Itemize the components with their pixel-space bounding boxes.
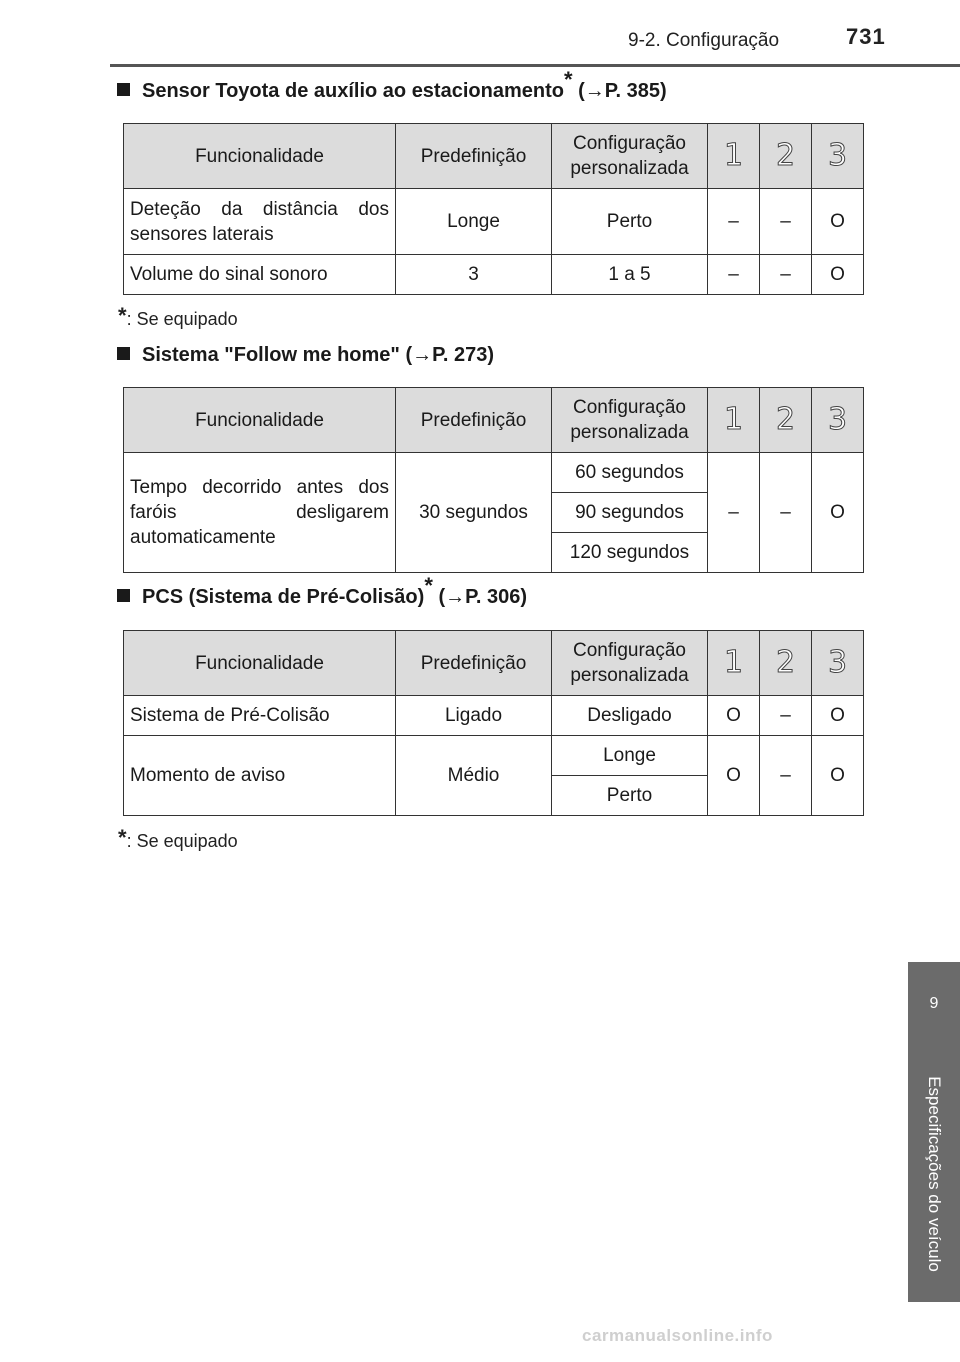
cell-method-2: – [760, 736, 812, 816]
asterisk-mark: * [563, 67, 573, 93]
square-bullet-icon [117, 589, 130, 602]
table-header-row [124, 631, 864, 696]
cell-method-1: O [708, 736, 760, 816]
col-header-default: Predefinição [396, 388, 552, 453]
cell-custom: Desligado [552, 696, 708, 736]
method-2-icon: 2 [775, 644, 796, 680]
heading-text: PCS (Sistema de Pré-Colisão) [142, 586, 425, 608]
col-header-default: Predefinição [396, 124, 552, 189]
cell-method-2: – [760, 696, 812, 736]
page-reference-link[interactable]: (→P. 273) [405, 344, 495, 366]
method-1-icon: 1 [723, 137, 744, 173]
square-bullet-icon [117, 347, 130, 360]
section-heading-follow-me-home [117, 344, 494, 367]
method-2-icon: 2 [775, 137, 796, 173]
footnote-text: : Se equipado [126, 831, 238, 851]
col-header-2 [760, 388, 812, 453]
col-header-custom: Configuração personalizada [552, 631, 708, 696]
heading-text: Sistema "Follow me home" [142, 344, 400, 366]
chapter-title: Especificações do veículo [925, 1076, 944, 1272]
pcs-table [123, 630, 864, 816]
col-header-3 [812, 631, 864, 696]
page-reference-link[interactable]: (→P. 385) [578, 80, 667, 102]
cell-method-3: O [812, 255, 864, 295]
cell-method-1: – [708, 189, 760, 255]
cell-default: 30 segundos [396, 453, 552, 573]
cell-default: Médio [396, 736, 552, 816]
cell-custom-option: 120 segundos [552, 533, 708, 573]
cell-custom: 1 a 5 [552, 255, 708, 295]
col-header-function: Funcionalidade [124, 388, 396, 453]
table-header-row [124, 124, 864, 189]
method-2-icon: 2 [775, 401, 796, 437]
table-row [124, 696, 864, 736]
follow-me-home-table [123, 387, 864, 573]
cell-method-2: – [760, 255, 812, 295]
square-bullet-icon [117, 83, 130, 96]
section-heading-parking-sensor [117, 67, 667, 103]
cell-custom-option: 60 segundos [552, 453, 708, 493]
cell-method-1: – [708, 453, 760, 573]
table-row [124, 255, 864, 295]
col-header-custom: Configuração personalizada [552, 388, 708, 453]
cell-custom-option: Longe [552, 736, 708, 776]
table-row [124, 453, 864, 493]
table-header-row [124, 388, 864, 453]
cell-custom-option: 90 segundos [552, 493, 708, 533]
cell-custom: Perto [552, 189, 708, 255]
col-header-1 [708, 124, 760, 189]
col-header-default: Predefinição [396, 631, 552, 696]
page-number: 731 [846, 24, 886, 49]
parking-sensor-table [123, 123, 864, 295]
footnote-asterisk: * [118, 303, 127, 328]
col-header-custom: Configuração personalizada [552, 124, 708, 189]
table-row [124, 736, 864, 776]
cell-function: Volume do sinal sonoro [124, 255, 396, 295]
footnote [118, 303, 238, 330]
col-header-1 [708, 631, 760, 696]
section-title: 9-2. Configuração [628, 30, 780, 51]
cell-default: Ligado [396, 696, 552, 736]
col-header-function: Funcionalidade [124, 631, 396, 696]
cell-default: Longe [396, 189, 552, 255]
cell-method-2: – [760, 189, 812, 255]
page-reference-link[interactable]: (→P. 306) [438, 586, 528, 608]
col-header-3 [812, 388, 864, 453]
method-1-icon: 1 [723, 644, 744, 680]
cell-custom-option: Perto [552, 776, 708, 816]
cell-default: 3 [396, 255, 552, 295]
cell-method-3: O [812, 696, 864, 736]
col-header-function: Funcionalidade [124, 124, 396, 189]
header-divider [110, 64, 960, 67]
chapter-tab [908, 962, 960, 1046]
cell-method-3: O [812, 736, 864, 816]
cell-function: Sistema de Pré-Colisão [124, 696, 396, 736]
cell-method-2: – [760, 453, 812, 573]
method-3-icon: 3 [827, 401, 848, 437]
col-header-3 [812, 124, 864, 189]
table-row [124, 189, 864, 255]
method-1-icon: 1 [723, 401, 744, 437]
footnote [118, 825, 238, 852]
footer-watermark: carmanualsonline.info [582, 1326, 773, 1345]
heading-text: Sensor Toyota de auxílio ao estacionamento [142, 80, 564, 102]
footnote-asterisk: * [118, 825, 127, 850]
chapter-title-tab [908, 1046, 960, 1302]
col-header-2 [760, 631, 812, 696]
cell-method-3: O [812, 453, 864, 573]
cell-function: Tempo decorrido antes dos faróis desligarem automaticamente [124, 453, 396, 573]
method-3-icon: 3 [827, 137, 848, 173]
footnote-text: : Se equipado [126, 309, 238, 329]
cell-function: Deteção da distância dos sensores laterais [124, 189, 396, 255]
section-heading-pcs [117, 573, 528, 609]
cell-function: Momento de aviso [124, 736, 396, 816]
cell-method-1: O [708, 696, 760, 736]
method-3-icon: 3 [827, 644, 848, 680]
chapter-number: 9 [929, 995, 939, 1012]
cell-method-1: – [708, 255, 760, 295]
col-header-2 [760, 124, 812, 189]
cell-method-3: O [812, 189, 864, 255]
col-header-1 [708, 388, 760, 453]
asterisk-mark: * [424, 573, 433, 599]
